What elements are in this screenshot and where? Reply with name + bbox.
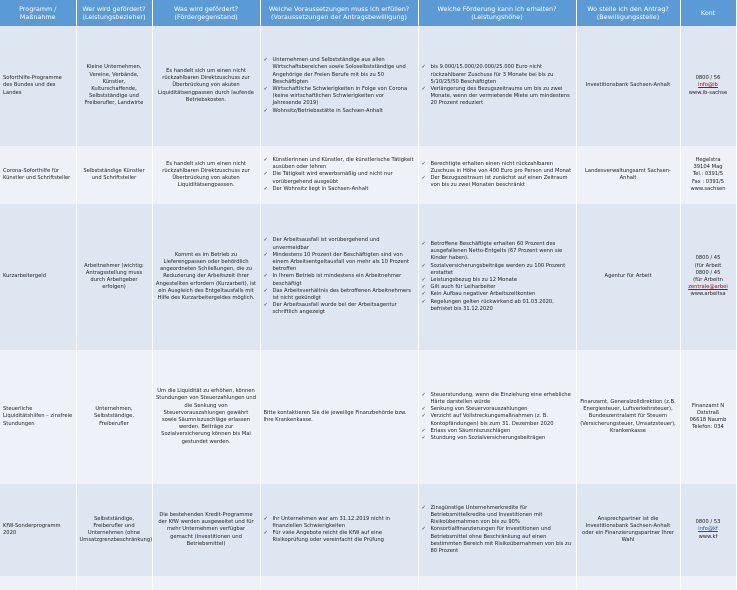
list-item (264, 57, 415, 86)
header-who: Wer wird gefördert? (Leistungsbezieher) (76, 0, 152, 26)
contact-email-link[interactable]: info@kf (698, 526, 718, 533)
list-item-text: Senkung von Steuervorauszahlungen (430, 406, 528, 413)
prerequisites-cell (260, 146, 418, 204)
prerequisites-list (264, 57, 415, 115)
contact-line: 0800 / 56 (695, 75, 721, 82)
prerequisites-text: Bitte kontaktieren Sie die jeweilige Finanzbehörde bzw. Ihre Krankenkasse. (263, 409, 407, 423)
contact-cell (680, 204, 736, 350)
list-item-text: Wirtschaftliche Schwierigkeiten in Folge von Corona (keine wirtschaftlichen Schwierigkeiten vor Jahresende 2019) (272, 86, 408, 107)
list-item-text: Verlängerung des Bezugszeitraums um bis zu zwei Monate, wenn der vermietende Miete um mindestens 20 Prozent reduziert (430, 86, 570, 107)
beneficiary-cell: Kleine Unternehmen, Vereine, Verbände, Künstler, Kulturschaffende, Selbstständige und Freiberufler, Landwirte (76, 26, 152, 146)
application-office-cell: Finanzamt, Generalzolldirektion (z.B. Energiesteuer, Luftverkehrsteuer), Bundeszentralamt für Steuern (Versicherungsteuer, Umsatzsteuer), Krankenkasse (576, 350, 680, 484)
contact-line: 0800 / 45 (695, 269, 721, 276)
support-list (422, 161, 573, 190)
list-item (264, 108, 415, 115)
list-item-text: Mindestens 10 Prozent der Beschäftigten sind von einem Arbeitsentgeltausfall von mehr als 10 Prozent betroffen (272, 251, 410, 273)
table-row (0, 204, 736, 350)
contact-email-link[interactable]: zentrale@arbei (688, 284, 728, 291)
contact-email-link[interactable]: info@ib (698, 82, 718, 89)
checkmark-icon: ✓ (421, 160, 426, 167)
contact-line: 06618 Naumb (689, 417, 727, 423)
subject-cell: Kommt es im Betrieb zu Lieferengpassen oder behördlich angeordneten Schließungen, die zu Reduzierung der Arbeitszeit ihrer Angestellten erfordern (Kurzarbeit), ist ein Ausgleich des Entgeltausfalls mit Hilfe des Kurzarbeitergeldes möglich. (152, 204, 260, 350)
contact-cell (680, 484, 736, 576)
list-item (422, 175, 573, 189)
checkmark-icon: ✓ (421, 298, 426, 305)
list-item (422, 299, 573, 313)
checkmark-icon: ✓ (263, 251, 268, 258)
beneficiary-cell: Arbeitnehmer (wichtig: Antragsstellung muss durch Arbeitgeber erfolgen) (76, 204, 152, 350)
list-item (422, 526, 573, 555)
checkmark-icon: ✓ (421, 427, 426, 434)
checkmark-icon: ✓ (263, 156, 268, 163)
list-item (264, 237, 415, 251)
contact-line: Oststraß (696, 409, 720, 416)
subject-cell: Die bestehenden Kredit-Programme der KfW werden ausgeweitet und für mehr Unternehmen verfügbar gemacht (Investitionen und Betriebsmittel) (152, 484, 260, 576)
header-prerequisites: Welche Voraussetzungen muss ich erfüllen? (Voraussetzungen der Antragsbewilligung) (260, 0, 418, 26)
checkmark-icon: ✓ (421, 277, 426, 283)
contact-cell (680, 146, 736, 204)
application-office-cell: Ansprechpartner ist die Investitionsbank Sachsen-Anhalt oder ein Finanzierungspartner Ihrer Wahl (576, 484, 680, 576)
list-item-text: Der Arbeitsausfall wurde bei der Arbeitsagentur schriftlich angezeigt (272, 302, 397, 316)
subject-cell: Um die Liquidität zu erhöhen, können Stundungen von Steuerzahlungen und die Senkung von Steuervorauszahlungen gewährt sowie Säumniszuschläge erlassen werden. Beiträge zur Sozialversicherung können bis Mai gestundet werden. (152, 350, 260, 484)
list-item (422, 241, 573, 263)
checkmark-icon: ✓ (263, 302, 268, 309)
list-item-text: Sozialversicherungsbeiträge werden zu 100 Prozent erstattet (430, 262, 566, 276)
subject-cell: Es handelt sich um einen nicht rückzahlbaren Direktzuschuss zur Überbrückung von akuten Liquiditätsengpassen. (152, 146, 260, 204)
checkmark-icon: ✓ (421, 391, 426, 398)
list-item (422, 86, 573, 108)
list-item-text: Zinsgünstige Unternehmerkredite für Betriebsmittelkredite und Investitionen mit Risikoübernahmen von bis zu 90% (430, 504, 543, 526)
contact-line: (für Arbeitn (693, 277, 723, 283)
list-item (422, 413, 573, 427)
list-item (422, 263, 573, 277)
list-item (264, 157, 415, 171)
contact-line: www.kf (698, 533, 718, 540)
table-row (0, 350, 736, 484)
contact-line: Finanzamt N (691, 402, 725, 409)
contact-line: 39104 Mag (693, 164, 723, 171)
header-what: Was wird gefördert? (Fördergegenstand) (152, 0, 260, 26)
contact-line: www.arbeitsa (690, 291, 726, 298)
list-item (264, 516, 415, 530)
contact-line: www.sachsen (690, 185, 726, 192)
list-item (422, 428, 573, 435)
list-item (422, 64, 573, 86)
subject-cell: Es handelt sich um einen nicht rückzahlbaren Direktzuschuss zur Überbrückung von akuten Liquiditätsengpassen durch laufende Betriebskosten. (152, 26, 260, 146)
checkmark-icon: ✓ (421, 64, 426, 71)
empty-cell (576, 576, 680, 590)
header-program: Programm / Maßnahme (0, 0, 76, 26)
empty-cell (76, 576, 152, 590)
list-item (264, 288, 415, 302)
list-item (422, 406, 573, 413)
checkmark-icon: ✓ (263, 237, 268, 244)
list-item (422, 277, 573, 284)
table-header-row (0, 0, 736, 26)
list-item-text: Das Arbeitsverhältnis des betroffenen Arbeitnehmers ist nicht gekündigt (272, 287, 411, 301)
list-item (264, 86, 415, 108)
list-item (422, 284, 573, 291)
empty-cell (418, 576, 576, 590)
list-item (264, 302, 415, 316)
list-item-text: In Ihrem Betrieb ist mindestens ein Arbeitnehmer beschäftigt (272, 273, 402, 287)
prerequisites-cell (260, 484, 418, 576)
list-item-text: Regelungen gelten rückwirkend ab 01.03.2020, befristet bis 31.12.2020 (430, 298, 554, 312)
program-name-cell: Soforthilfe-Programme des Bundes und des Landes (0, 26, 76, 146)
empty-cell (152, 576, 260, 590)
checkmark-icon: ✓ (421, 284, 426, 291)
support-list (422, 241, 573, 313)
empty-cell (680, 576, 736, 590)
list-item-text: Kein Aufbau negativer Arbeitszeitkonten (430, 291, 536, 298)
table-row (0, 26, 736, 146)
beneficiary-cell: Selbstständige, Freiberufler und Unternehmen (ohne Umsatzgrenzbeschränkung) (76, 484, 152, 576)
list-item-text: Betroffene Beschäftigte erhalten 60 Prozent des ausgefallenen Netto-Entgelts (67 Prozent wenn sie Kinder haben). (430, 240, 563, 262)
list-item-text: Der Bezugszeitraum ist zunächst auf einen Zeitraum von bis zu zwei Monaten beschränkt (430, 175, 568, 189)
prerequisites-list (264, 157, 415, 193)
empty-cell (0, 576, 76, 590)
list-item-text: Erlass von Säumniszuschlägen (430, 427, 511, 434)
list-item (422, 392, 573, 406)
prerequisites-cell (260, 204, 418, 350)
list-item (422, 161, 573, 175)
list-item-text: Berechtigte erhalten einen nicht rückzahlbaren Zuschuss in Höhe von 400 Euro pro Person und Monat (430, 160, 572, 174)
contact-line: 0800 / 53 (695, 519, 721, 526)
support-amount-cell (418, 26, 576, 146)
list-item-text: bis 9.000/15.000/20.000/25.000 Euro nicht rückzahlbarer Zuschuss für 3 Monate bei bis zu 5/10/25/50 Beschäftigten (430, 64, 554, 85)
checkmark-icon: ✓ (421, 240, 426, 247)
list-item-text: Unternehmen und Selbstständige aus allen Wirtschaftsbereichen sowie Soloselbstständige und Angehörige der Freien Berufe mit bis zu 50 Beschäftigten (272, 57, 406, 85)
header-apply: Wo stelle ich den Antrag? (Bewilligungsstelle) (576, 0, 680, 26)
application-office-cell: Investitionsbank Sachsen-Anhalt (576, 26, 680, 146)
list-item-text: Steuerstundung, wenn die Einziehung eine erhebliche Härte darstellen würde (430, 391, 571, 405)
table-row (0, 146, 736, 204)
list-item-text: Leistungsbezug bis zu 12 Monate (430, 277, 518, 283)
checkmark-icon: ✓ (421, 291, 426, 298)
support-amount-cell (418, 350, 576, 484)
contact-cell (680, 26, 736, 146)
support-amount-cell (418, 204, 576, 350)
program-name-cell: Corona-Soforthilfe für Künstler und Schriftsteller (0, 146, 76, 204)
checkmark-icon: ✓ (421, 262, 426, 269)
table-row (0, 484, 736, 576)
list-item-text: Verzicht auf Vollstreckungsmaßnahmen (z. B. Kontopfändungen) bis zum 31. Dezember 2020 (430, 413, 554, 427)
checkmark-icon: ✓ (263, 107, 268, 114)
checkmark-icon: ✓ (421, 175, 426, 181)
prerequisites-cell (260, 26, 418, 146)
header-support: Welche Förderung kann ich erhalten? (Leistungshöhe) (418, 0, 576, 26)
contact-line: Tel.: 0391/5 (692, 171, 724, 178)
program-name-cell: KfW-Sonderprogramm 2020 (0, 484, 76, 576)
list-item (264, 530, 415, 544)
header-contact: Kont (680, 0, 736, 26)
list-item-text: Konsortialfinanzierungen für Investitionen und Betriebsmittel ohne Beschränkung auf einen bestimmten Bereich mit Risikoübernahmen von bis zu 80 Prozent (430, 526, 572, 554)
support-list (422, 505, 573, 555)
prerequisites-list (264, 516, 415, 545)
list-item-text: Stundung von Sozialversicherungsbeiträgen (430, 435, 546, 441)
contact-line: 0800 / 45 (695, 255, 721, 262)
contact-line: Telefon: 034 (692, 424, 724, 431)
checkmark-icon: ✓ (263, 515, 268, 522)
empty-cell (260, 576, 418, 590)
contact-line: www.ib-sachse (688, 89, 728, 96)
contact-cell (680, 350, 736, 484)
checkmark-icon: ✓ (263, 273, 268, 280)
list-item-text: Der Arbeitsausfall ist vorübergehend und unvermeidbar (272, 237, 380, 251)
program-name-cell: Kurzarbeitergeld (0, 204, 76, 350)
checkmark-icon: ✓ (263, 287, 268, 294)
contact-line: (für Arbeit (694, 262, 722, 269)
contact-line: Hegelstra (695, 156, 721, 163)
list-item-text: Die Tätigkeit wird erwerbsmäßig und nicht nur vorübergehend ausgeübt (272, 171, 393, 185)
checkmark-icon: ✓ (263, 57, 268, 64)
checkmark-icon: ✓ (421, 526, 426, 533)
list-item (264, 186, 415, 193)
checkmark-icon: ✓ (263, 171, 268, 178)
list-item (264, 252, 415, 274)
support-list (422, 64, 573, 107)
checkmark-icon: ✓ (421, 413, 426, 420)
checkmark-icon: ✓ (263, 185, 268, 192)
list-item (422, 435, 573, 442)
prerequisites-cell (260, 350, 418, 484)
list-item-text: Ihr Unternehmen war am 31.12.2019 nicht in finanziellen Schwierigkeiten (272, 515, 391, 529)
list-item (264, 273, 415, 287)
contact-line: Fax : 0391/5 (691, 178, 725, 185)
checkmark-icon: ✓ (263, 530, 268, 536)
support-amount-cell (418, 146, 576, 204)
checkmark-icon: ✓ (421, 435, 426, 441)
checkmark-icon: ✓ (263, 86, 268, 92)
application-office-cell: Agentur für Arbeit (576, 204, 680, 350)
prerequisites-list (264, 237, 415, 316)
list-item-text: Der Wohnsitz liegt in Sachsen-Anhalt (272, 185, 369, 192)
list-item-text: Künstlerinnen und Künstler, die künstlerische Tätigkeit ausüben oder lehren (272, 156, 414, 171)
checkmark-icon: ✓ (421, 504, 426, 511)
support-amount-cell (418, 484, 576, 576)
list-item (422, 291, 573, 298)
list-item-text: Gilt auch für Leiharbeiter (430, 284, 496, 291)
list-item-text: Für viele Angebote reicht die KfW auf eine Risikoprüfung oder vereinfacht die Prüfung (272, 530, 384, 544)
beneficiary-cell: Unternehmen, Selbstständige, Freiberufler (76, 350, 152, 484)
checkmark-icon: ✓ (421, 86, 426, 92)
program-name-cell: Steuerliche Liquiditätshilfen – zinsfreie Stundungen (0, 350, 76, 484)
checkmark-icon: ✓ (421, 406, 426, 413)
list-item-text: Wohnsitz/Betriebsstätte in Sachsen-Anhalt (272, 107, 383, 114)
beneficiary-cell: Selbstständige Künstler und Schriftsteller (76, 146, 152, 204)
application-office-cell: Landesverwaltungsamt Sachsen-Anhalt (576, 146, 680, 204)
table-row (0, 576, 736, 590)
list-item (422, 505, 573, 527)
support-list (422, 392, 573, 442)
list-item (264, 171, 415, 185)
